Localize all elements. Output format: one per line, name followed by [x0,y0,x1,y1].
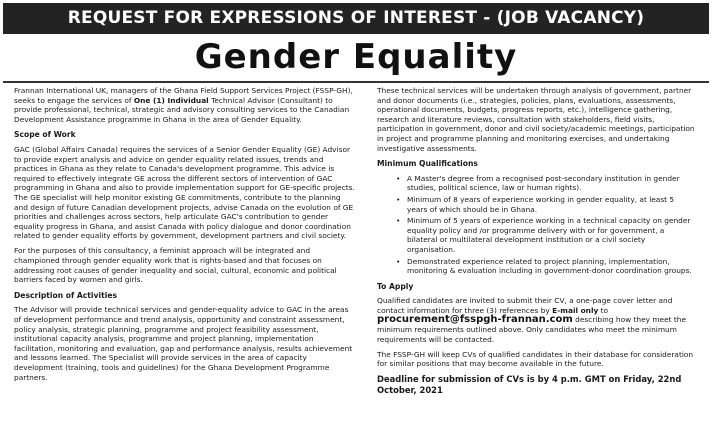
apply-text-a: Qualified candidates are invited to submit their CV, a one-page cover letter and contact information for three (3) references by [377,296,673,315]
email-link[interactable]: procurement@fsspgh-frannan.com [377,314,573,326]
database-paragraph: The FSSP-GH will keep CVs of qualified candidates in their database for consideration for similar positions that may become available in the future. [377,349,694,369]
intro-bold: One (1) Individual [133,95,209,105]
qualification-text: Minimum of 5 years of experience working in a technical capacity on gender equality policy and /or programme delivery with or for government, a bilateral or multilateral development institution or a civil society organisation. [407,216,691,254]
apply-paragraph [377,296,702,344]
apply-bold: E-mail only [552,305,599,315]
right-column [377,86,702,401]
qualifications-heading: Minimum Qualifications [377,159,478,169]
qualification-text: Demonstrated experience related to project planning, implementation, monitoring & evaluation including in government-donor coordination groups. [407,256,692,276]
page-title: Gender Equality [194,37,518,77]
qualification-text: A Master's degree from a recognised post-secondary institution in gender studies, political science, law or human rights). [407,173,680,193]
intro-text-a: Frannan International UK, managers of the Ghana Field Support Services Project (FSSP-GH), seeks to engage the services of [14,86,353,105]
qualification-item [377,195,702,214]
scope-paragraph: GAC (Global Affairs Canada) requires the services of a Senior Gender Equality (GE) Advisor to provide expert analysis and advice on gender equality related issues, trends and practices in Ghana as they relate to Canada's development programme. This advice is required to effectively integrate GE across the different sectors of intervention of GAC programming in Ghana and also to provide implementation support for GE-specific projects. The GE specialist will help monitor existing GE commitments, contribute to the planning and design of future Canadian development projects, advise Canada on the evolution of GE priorities and challenges across sectors, help articulate GAC's contribution to gender equality progress in Ghana, and assist Canada with policy dialogue and donor coordination related to gender equality efforts by government, development partners and civil society. [14,144,355,241]
scope-heading: Scope of Work [14,130,76,140]
bullet-icon: • [396,216,401,226]
apply-text-b: to [598,305,609,315]
purpose-paragraph: For the purposes of this consultancy, a feminist approach will be integrated and championed through gender equality work that is rights-based and that focuses on addressing root causes of gender inequality and social, cultural, economic and political barriers faced by women and girls. [14,246,337,285]
header-banner: REQUEST FOR EXPRESSIONS OF INTEREST - (JOB VACANCY) [3,3,709,34]
intro-text-b: Technical Advisor (Consultant) to provide professional, technical, strategic and advisory consulting services to the Canadian Development Assistance programme in Ghana in the area of Gender Equality. [14,95,350,124]
activities-paragraph: The Advisor will provide technical services and gender-equality advice to GAC in the areas of development performance and trend analysis, opportunity and constraint assessment, policy analysis, strategic planning, programme and project feasibility assessment, institutional capacity analysis, programme and project planning, implementation facilitation, monitoring and evaluation, gap and performance analysis, results achievement and lessons learned. The Specialist will provide services in the area of capacity development (training, tools and guidelines) for the Ghana Development Programme partners. [14,305,353,382]
apply-heading: To Apply [377,281,414,291]
bullet-icon: • [396,194,401,204]
intro-paragraph [14,86,356,124]
bullet-icon: • [396,256,401,266]
header-divider [3,81,709,83]
qualification-item [377,216,702,254]
left-column [14,86,356,388]
bullet-icon: • [396,173,401,183]
apply-text-c: describing how they meet the minimum requirements outlined above. Only candidates who meet the minimum requirements will be contacted. [377,315,687,344]
services-paragraph: These technical services will be undertaken through analysis of government, partner and donor documents (i.e., strategies, policies, plans, evaluations, assessments, operational documents, budgets, progress reports, etc.), intelligence gathering, research and literature reviews, consultation with stakeholders, field visits, participation in government, donor and civil society/academic meetings, participation in project and programme planning and monitoring exercises, and undertaking investigative assessments. [377,86,695,153]
qualification-item [377,174,702,193]
qualifications-list [377,174,702,276]
qualification-item [377,257,702,276]
qualification-text: Minimum of 8 years of experience working in gender equality, at least 5 years of which should be in Ghana. [407,194,675,214]
deadline-notice: Deadline for submission of CVs is by 4 p.m. GMT on Friday, 22nd October, 2021 [377,374,682,396]
activities-heading: Description of Activities [14,290,117,300]
